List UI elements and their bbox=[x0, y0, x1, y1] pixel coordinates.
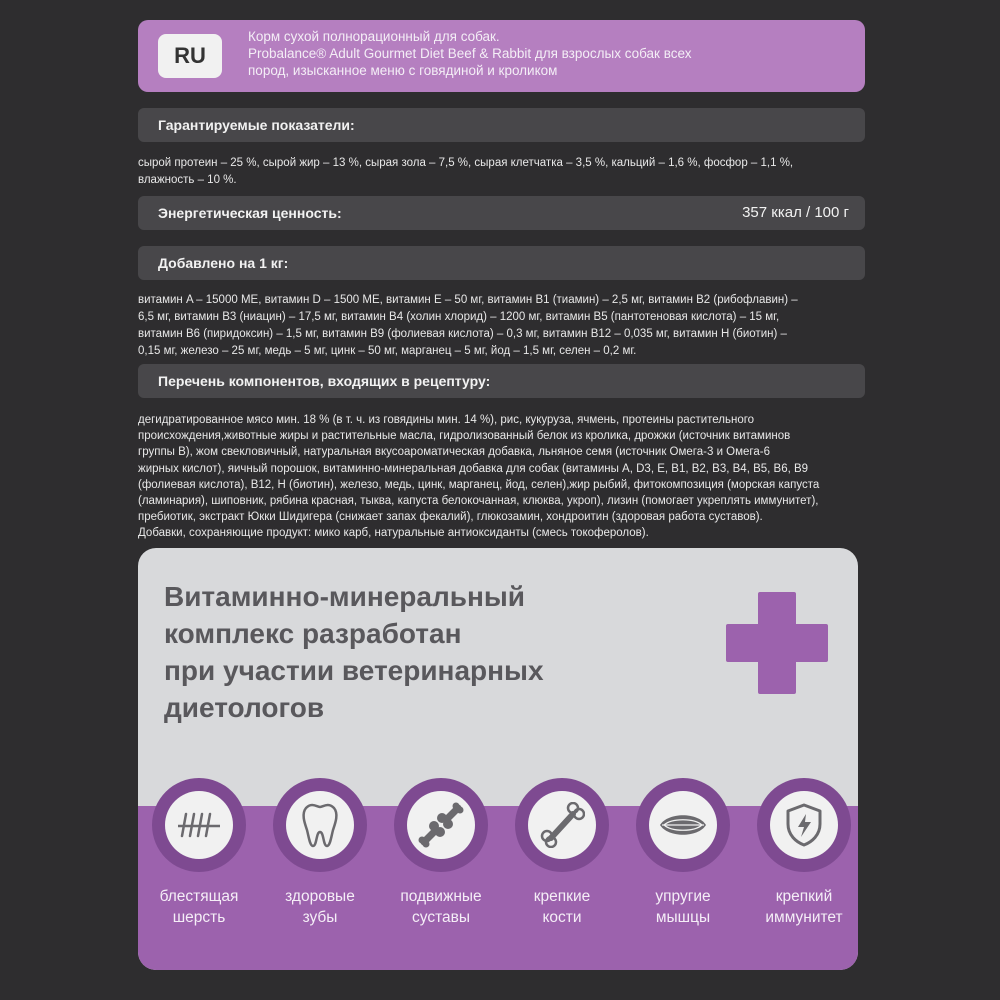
fur-icon bbox=[176, 810, 222, 840]
benefit-label: подвижные суставы bbox=[400, 888, 482, 926]
text-line: витамин B6 (пиридоксин) – 1,5 мг, витамин B9 (фолиевая кислота) – 0,3 мг, витамин B12 – 0,035 мг, витамин H (биотин) – bbox=[138, 328, 787, 340]
section-title: Энергетическая ценность: bbox=[158, 205, 342, 221]
text-line: (фолиевая кислота), B12, H (биотин), железо, медь, цинк, марганец, йод, селен),жир рыбий, фитокомпозиция (морская капуста bbox=[138, 478, 820, 491]
benefit-healthy-teeth bbox=[265, 778, 375, 928]
benefit-label: упругие мышцы bbox=[655, 888, 711, 926]
benefit-label: блестящая шерсть bbox=[159, 888, 239, 926]
text-line: витамин A – 15000 ME, витамин D – 1500 ME, витамин E – 50 мг, витамин B1 (тиамин) – 2,5 мг, витамин B2 (рибофлавин) – bbox=[138, 294, 798, 306]
text-line: жирных кислот), яичный порошок, витаминно-минеральная добавка для собак (витамины А, D3, E, B1, B2, B3, B4, B5, B6, B9 bbox=[138, 462, 809, 475]
product-title-line: Корм сухой полнорационный для собак. bbox=[248, 29, 500, 44]
text-line: 0,15 мг, железо – 25 мг, медь – 5 мг, цинк – 50 мг, марганец – 5 мг, йод – 1,5 мг, селен – 0,2 мг. bbox=[138, 345, 637, 357]
benefit-label: крепкие кости bbox=[533, 888, 591, 926]
section-title: Перечень компонентов, входящих в рецептуру: bbox=[158, 373, 491, 389]
text-line: группы B), жом свекловичный, натуральная вкусоароматическая добавка, льняное семя (источник Омега-3 и Омега-6 bbox=[138, 446, 770, 459]
product-title-line: Probalance® Adult Gourmet Diet Beef & Rabbit для взрослых собак всех bbox=[248, 46, 692, 61]
guaranteed-text bbox=[138, 155, 865, 189]
promo-headline bbox=[164, 578, 684, 726]
section-title: Гарантируемые показатели: bbox=[158, 117, 355, 133]
promo-card bbox=[138, 548, 858, 970]
plus-icon bbox=[726, 592, 828, 694]
guaranteed-section-header bbox=[138, 108, 865, 142]
shield-icon bbox=[784, 802, 824, 848]
benefit-label: здоровые зубы bbox=[285, 888, 355, 926]
benefit-strong-immunity bbox=[749, 778, 858, 928]
energy-section-header bbox=[138, 196, 865, 230]
joint-icon bbox=[418, 802, 464, 848]
added-text bbox=[138, 292, 865, 360]
text-line: (ламинария), шиповник, рябина красная, тыква, капуста белокочанная, клюква, укроп), лизин (помогает укреплять иммунитет), bbox=[138, 495, 819, 508]
benefit-strong-bones bbox=[507, 778, 617, 928]
benefit-mobile-joints bbox=[386, 778, 496, 928]
text-line: происхождения,животные жиры и растительные масла, гидролизованный белок из кролика, дрожжи (источник витаминов bbox=[138, 430, 791, 443]
product-title-line: пород, изысканное меню с говядиной и кроликом bbox=[248, 63, 558, 78]
section-title: Добавлено на 1 кг: bbox=[158, 255, 289, 271]
headline-line: диетологов bbox=[164, 692, 325, 723]
tooth-icon bbox=[300, 802, 340, 848]
text-line: 6,5 мг, витамин B3 (ниацин) – 17,5 мг, витамин B4 (холин хлорид) – 1200 мг, витамин B5 (пантотеновая кислота) – 15 мг, bbox=[138, 311, 780, 323]
text-line: Добавки, сохраняющие продукт: мико карб, натуральные антиоксиданты (смесь токоферолов). bbox=[138, 527, 649, 540]
language-badge: RU bbox=[158, 34, 222, 78]
product-title bbox=[248, 28, 848, 79]
product-header bbox=[138, 20, 865, 92]
benefit-label: крепкий иммунитет bbox=[765, 888, 843, 926]
energy-value: 357 ккал / 100 г bbox=[742, 204, 849, 221]
components-section-header bbox=[138, 364, 865, 398]
text-line: пребиотик, экстракт Юкки Шидигера (снижает запах фекалий), глюкозамин, хондроитин (здоровая работа суставов). bbox=[138, 511, 763, 524]
headline-line: Витаминно-минеральный bbox=[164, 581, 526, 612]
muscle-icon bbox=[658, 810, 708, 840]
benefit-firm-muscles bbox=[628, 778, 738, 928]
text-line: сырой протеин – 25 %, сырой жир – 13 %, сырая зола – 7,5 %, сырая клетчатка – 3,5 %, кальций – 1,6 %, фосфор – 1,1 %, bbox=[138, 157, 794, 169]
text-line: влажность – 10 %. bbox=[138, 174, 237, 186]
components-text bbox=[138, 412, 865, 542]
bone-icon bbox=[539, 802, 585, 848]
headline-line: при участии ветеринарных bbox=[164, 655, 544, 686]
text-line: дегидратированное мясо мин. 18 % (в т. ч. из говядины мин. 14 %), рис, кукуруза, ячмень, протеины растительного bbox=[138, 414, 755, 426]
added-section-header bbox=[138, 246, 865, 280]
benefit-shiny-coat bbox=[144, 778, 254, 928]
headline-line: комплекс разработан bbox=[164, 618, 462, 649]
